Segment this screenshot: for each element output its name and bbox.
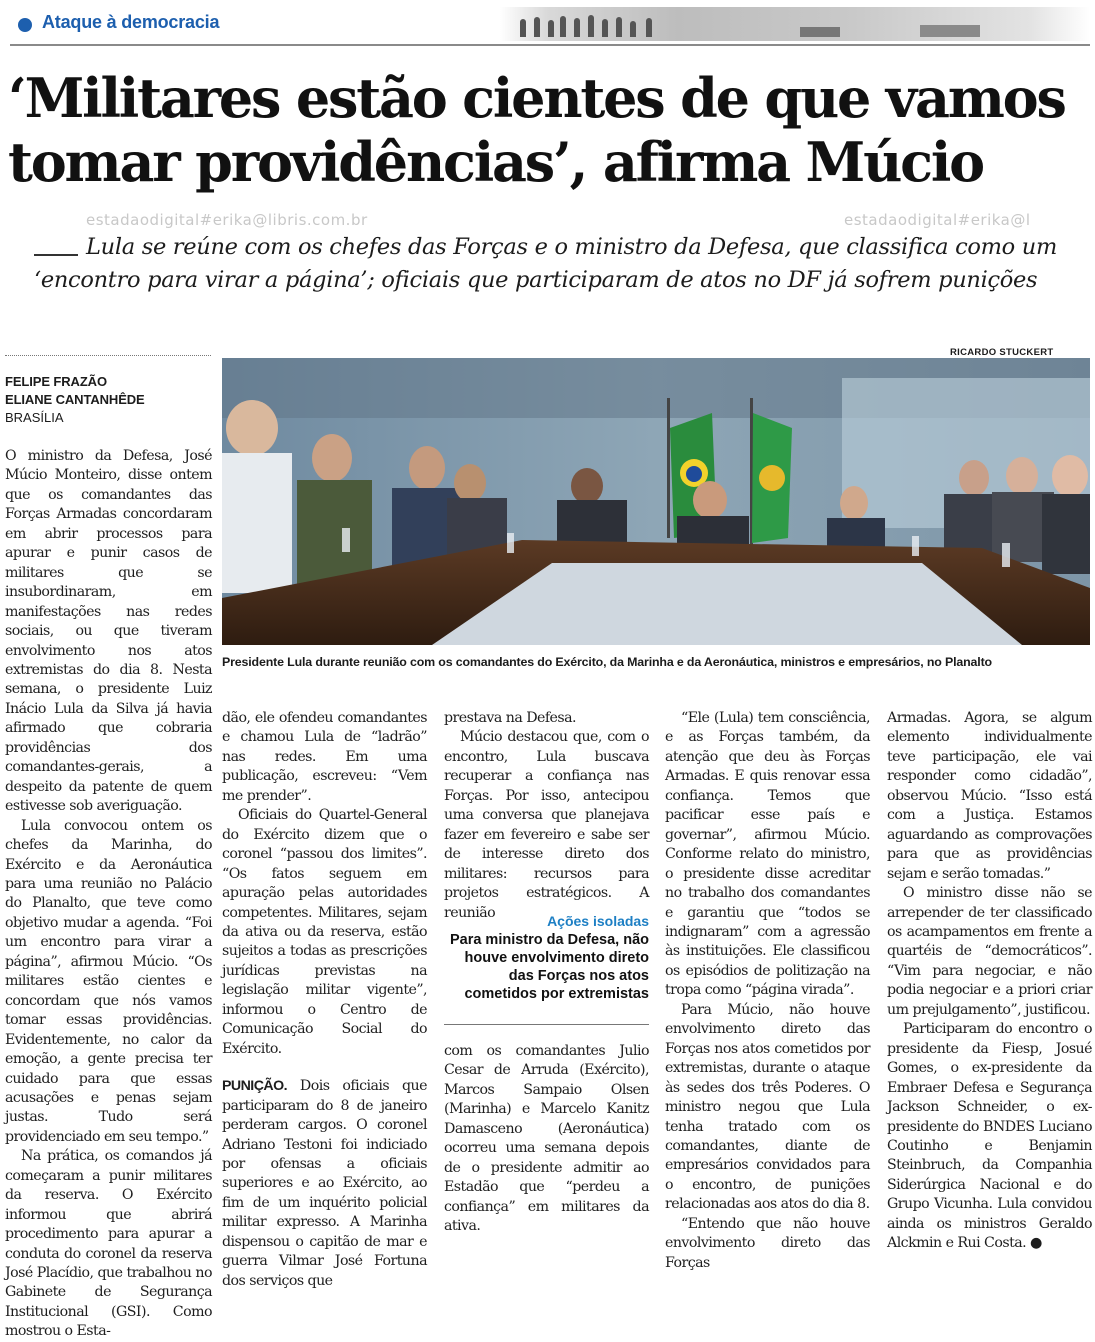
paragraph: “Ele (Lula) tem consciência, e as Forças também, da atenção que deu às Forças Armadas. E quis renovar essa confiança. Temos que pacificar esse país e governar”, afirmou Múcio. Conforme relato do ministro, o presidente disse acreditar no trabalho dos comandantes e garantiu que “todos se indignaram” com a agressão às instituições. Ele classificou os episódios de politização na tropa como “página virada”. <box>665 710 870 999</box>
paragraph: dão, ele ofendeu comandantes e chamou Lula de “ladrão” nas redes. Em uma publicação, escreveu: “Vem me prender”. <box>222 710 427 804</box>
paragraph: prestava na Defesa. <box>444 710 577 726</box>
section-divider <box>10 44 1090 46</box>
photo-caption: Presidente Lula durante reunião com os comandantes do Exército, da Marinha e da Aeronáutica, ministros e empresários, no Planalto <box>222 655 992 669</box>
pull-quote-kicker: Ações isoladas <box>547 913 649 929</box>
article-column-4 <box>665 709 870 1273</box>
section-banner-image <box>500 7 1090 41</box>
meeting-photo <box>222 358 1090 645</box>
pull-quote-divider <box>444 1024 649 1025</box>
pull-quote <box>444 913 649 1003</box>
headline: ‘Militares estão cientes de que vamos tomar providências’, afirma Múcio <box>8 66 1065 194</box>
watermark-partial: estadaodigital#erika@l <box>844 211 1031 229</box>
section-bullet-icon <box>18 18 32 32</box>
article-column-3-continued <box>444 1042 649 1237</box>
section-header <box>0 0 1095 48</box>
paragraph: “Entendo que não houve envolvimento direto das Forças <box>665 1215 870 1271</box>
paragraph-with-subhead <box>222 1077 427 1291</box>
paragraph: O ministro disse não se arrepender de ter classificado os acampamentos em frente a quartéis de “democráticos”. “Vim para negociar, e não podia negociar e a priori criar um prejulgamento”, justificou. <box>887 885 1092 1018</box>
paragraph: Armadas. Agora, se algum elemento individualmente teve participação, ele vai responder como cidadão”, observou Múcio. “Isso está com a Justiça. Estamos aguardando as comprovações para que as providências sejam e serão tomadas.” <box>887 710 1092 882</box>
subhead: PUNIÇÃO. <box>222 1078 287 1095</box>
byline-divider <box>5 355 211 356</box>
deck: Lula se reúne com os chefes das Forças e o ministro da Defesa, que classifica como um ‘encontro para virar a página’; oficiais que participaram de atos no DF já sofrem punições <box>34 234 1057 293</box>
paragraph: Lula convocou ontem os chefes da Marinha, do Exército e da Aeronáutica para uma reunião no Palácio do Planalto, que teve como objetivo mudar a agenda. “Foi um encontro para virar a página”, afirmou Múcio. “Os militares estão cientes e concordam que nós vamos tomar essas providências. Evidentemente, no calor da emoção, a gente precisa ter cuidado para que essas acusações e penas sejam justas. Tudo será providenciado em seu tempo.” <box>5 817 212 1145</box>
paragraph: com os comandantes Julio Cesar de Arruda (Exército), Marcos Sampaio Olsen (Marinha) e Marcelo Kanitz Damasceno (Aeronáutica) ocorreu uma semana depois de o presidente admitir ao Estadão que “perdeu a confiança” em militares da ativa. <box>444 1043 649 1235</box>
byline-author: FELIPE FRAZÃO <box>5 374 107 389</box>
section-label: Ataque à democracia <box>42 12 220 32</box>
pull-quote-text: Para ministro da Defesa, não houve envolvimento direto das Forças nos atos cometidos por extremistas <box>449 932 649 1002</box>
paragraph: Oficiais do Quartel-General do Exército dizem que o coronel “passou dos limites”. “Os fatos seguem em apuração pelas autoridades competentes. Militares, sejam da ativa ou da reserva, estão sujeitos a todas as prescrições jurídicas previstas na legislação militar vigente”, informou o Centro de Comunicação Social do Exército. <box>222 807 427 1057</box>
photo-credit: RICARDO STUCKERT <box>950 347 1054 358</box>
article-column-5 <box>887 709 1092 1254</box>
paragraph: Participaram do encontro o presidente da Fiesp, Josué Gomes, o ex-presidente da Embraer Defesa e Segurança Jackson Schneider, o ex-presidente do BNDES Luciano Coutinho e Benjamin Steinbruch, da Companhia Siderúrgica Nacional e do Grupo Vicunha. Lula convidou ainda os ministros Geraldo Alckmin e Rui Costa. ● <box>887 1021 1092 1252</box>
byline-author: ELIANE CANTANHÊDE <box>5 392 145 407</box>
byline-city: BRASÍLIA <box>5 410 64 425</box>
paragraph-text: Dois oficiais que participaram do 8 de janeiro perderam cargos. O coronel Adriano Testoni foi indiciado por ofensas a oficiais superiores e ao Exército, ao fim de um inquérito policial militar expresso. A Marinha dispensou o capitão de mar e guerra Vilmar José Fortuna dos serviços que <box>222 1078 427 1289</box>
paragraph: Na prática, os comandos já começaram a punir militares da reserva. O Exército informou que abrirá procedimento para apurar a conduta do coronel da reserva José Placídio, que trabalhou no Gabinete de Segurança Institucional (GSI). Como mostrou o Esta- <box>5 1148 212 1340</box>
article-column-1 <box>5 447 212 1342</box>
watermark: estadaodigital#erika@libris.com.br <box>86 211 368 229</box>
article-column-3 <box>444 709 649 923</box>
paragraph: Para Múcio, não houve envolvimento direto das Forças nos atos cometidos por extremistas, durante o ataque às sedes dos três Poderes. O ministro negou que Lula tenha tratado com os comandantes, diante de empresários convidados para o encontro, de punições relacionadas aos atos do dia 8. <box>665 1001 870 1213</box>
paragraph: Múcio destacou que, com o encontro, Lula buscava recuperar a confiança nas Forças. Por isso, antecipou uma conversa que planejava fazer em fevereiro e sabe ser de interesse direto dos militares: recursos para projetos estratégicos. A reunião <box>444 729 649 921</box>
paragraph: O ministro da Defesa, José Múcio Monteiro, disse ontem que os comandantes das Forças Armadas concordaram em abrir processos para apurar e punir casos de militares que se insubordinaram, em manifestações nas redes sociais, ou que tiveram envolvimento nos atos extremistas do dia 8. Nesta semana, o presidente Luiz Inácio Lula da Silva já havia afirmado que cobraria providências dos comandantes-gerais, a despeito da patente de quem estivesse sob averiguação. <box>5 448 212 815</box>
article-column-2 <box>222 709 427 1291</box>
